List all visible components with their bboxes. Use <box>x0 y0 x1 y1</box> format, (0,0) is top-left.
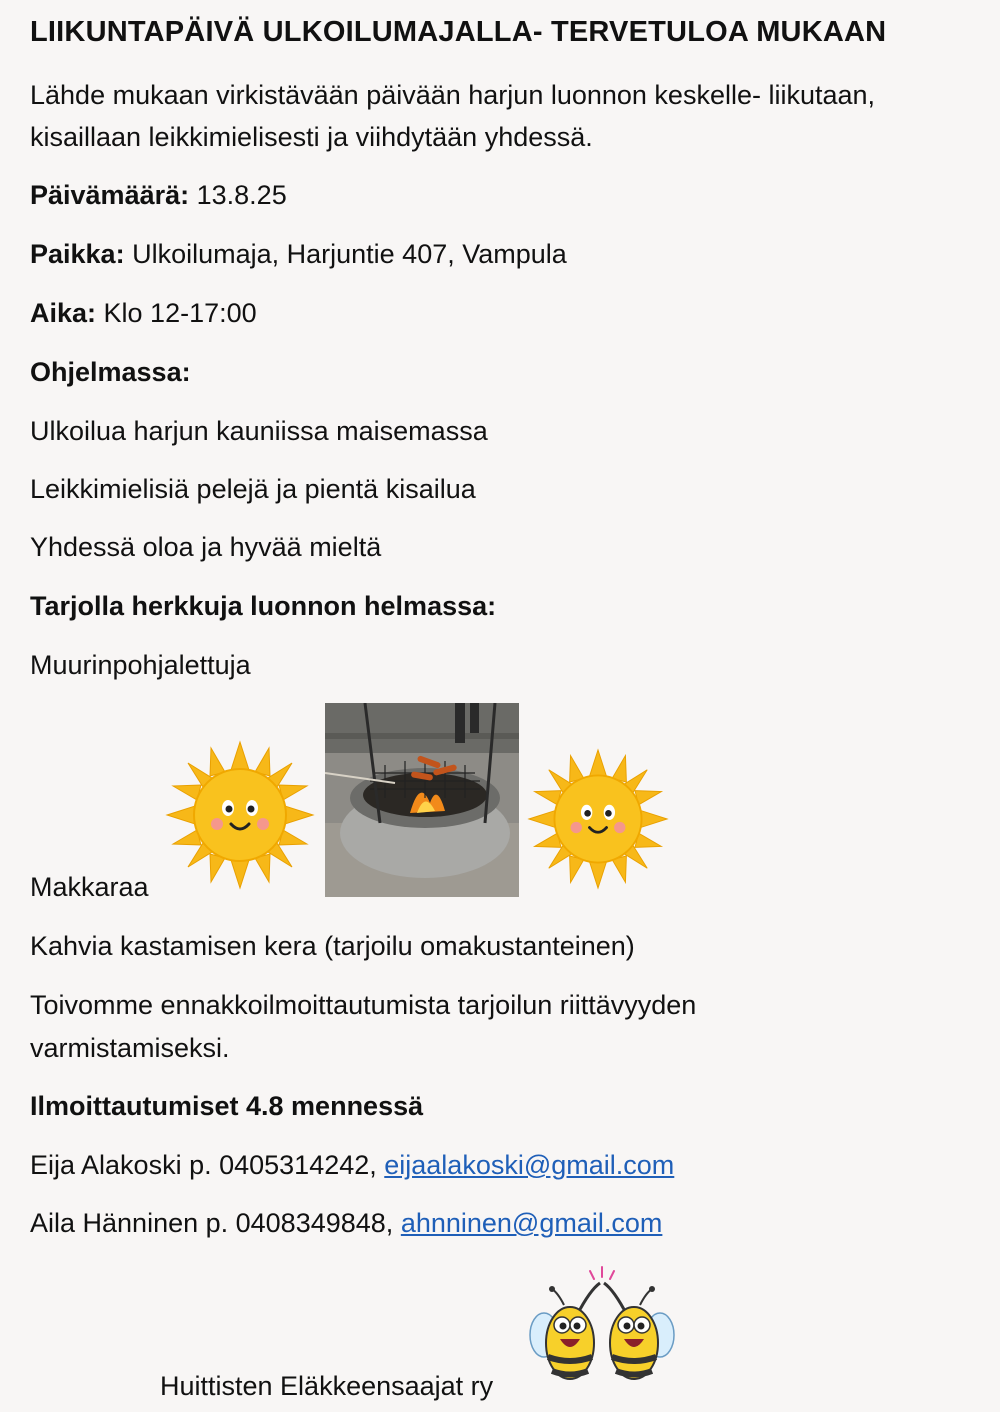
deadline: Ilmoittautumiset 4.8 mennessä <box>30 1091 424 1121</box>
program-item: Leikkimielisiä pelejä ja pientä kisailua <box>30 474 476 504</box>
place-row <box>30 239 567 270</box>
preregister-line-2: varmistamiseksi. <box>30 1033 230 1063</box>
page-title: LIIKUNTAPÄIVÄ ULKOILUMAJALLA- TERVETULOA MUKAAN <box>30 16 887 48</box>
treats-heading: Tarjolla herkkuja luonnon helmassa: <box>30 591 497 621</box>
treat-item: Muurinpohjalettuja <box>30 650 251 680</box>
date-value: 13.8.25 <box>189 180 287 210</box>
treat-item: Kahvia kastamisen kera (tarjoilu omakustanteinen) <box>30 931 635 961</box>
date-label: Päivämäärä: <box>30 180 190 210</box>
place-value: Ulkoilumaja, Harjuntie 407, Vampula <box>124 239 567 269</box>
campfire-grill-photo <box>325 703 519 897</box>
smiling-sun-icon <box>527 748 669 890</box>
email-link[interactable]: ahnninen@gmail.com <box>400 1208 663 1238</box>
time-row <box>30 298 257 329</box>
contact-text: Eija Alakoski p. 0405314242, <box>30 1150 385 1180</box>
intro-line-1: Lähde mukaan virkistävään päivään harjun luonnon keskelle- liikutaan, <box>30 80 876 110</box>
smiling-sun-icon <box>165 740 315 890</box>
treat-item: Makkaraa <box>30 872 149 902</box>
contact-row <box>30 1208 662 1239</box>
program-item: Yhdessä oloa ja hyvää mieltä <box>30 532 382 562</box>
program-heading: Ohjelmassa: <box>30 357 191 387</box>
intro-line-2: kisaillaan leikkimielisesti ja viihdytään yhdessä. <box>30 122 593 152</box>
preregister-line-1: Toivomme ennakkoilmoittautumista tarjoilun riittävyyden <box>30 990 697 1020</box>
time-label: Aika: <box>30 298 97 328</box>
place-label: Paikka: <box>30 239 125 269</box>
organizer-name: Huittisten Eläkkeensaajat ry <box>160 1371 494 1401</box>
date-row <box>30 180 287 211</box>
time-value: Klo 12-17:00 <box>96 298 257 328</box>
contact-row <box>30 1150 674 1181</box>
high-five-bees-icon <box>522 1265 682 1395</box>
contact-text: Aila Hänninen p. 0408349848, <box>30 1208 401 1238</box>
email-link[interactable]: eijaalakoski@gmail.com <box>384 1150 675 1180</box>
program-item: Ulkoilua harjun kauniissa maisemassa <box>30 416 488 446</box>
